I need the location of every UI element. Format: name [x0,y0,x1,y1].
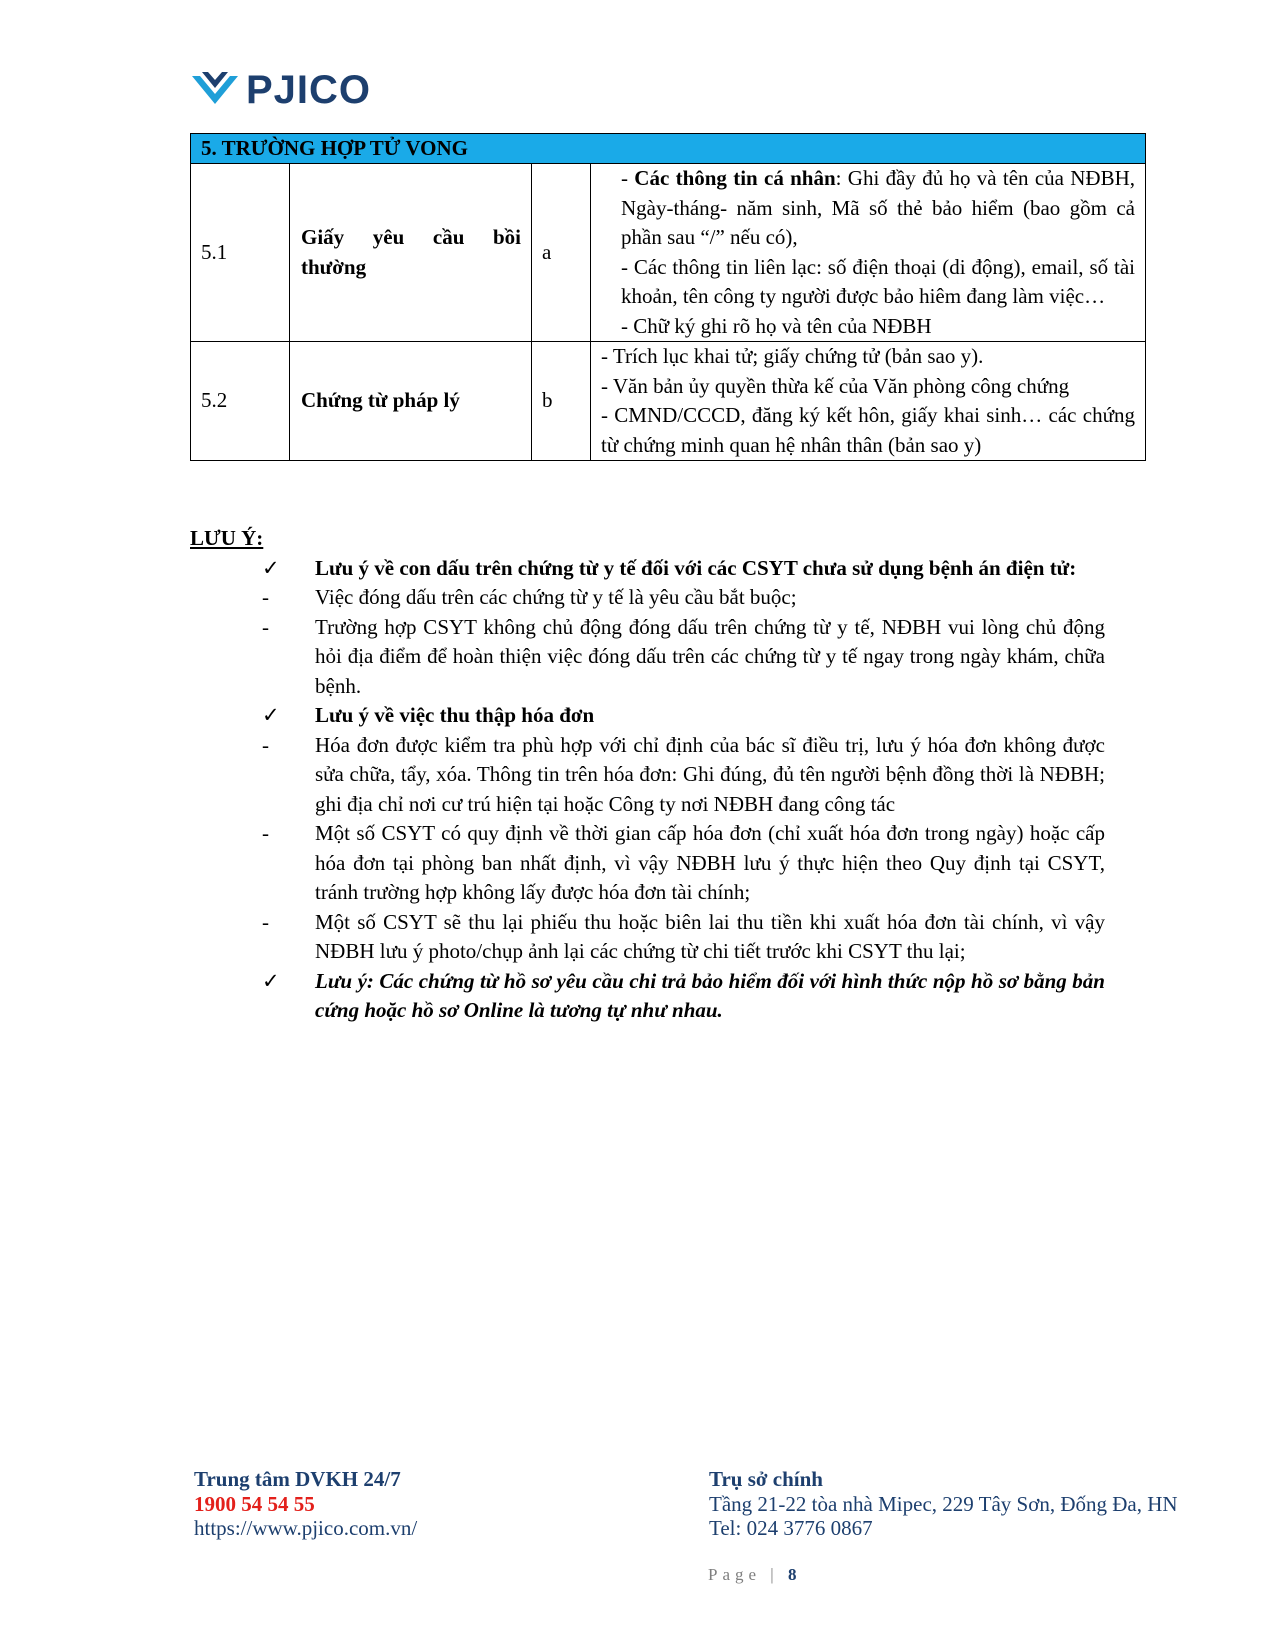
note-text: Lưu ý về con dấu trên chứng từ y tế đối với các CSYT chưa sử dụng bệnh án điện tử: [315,555,1077,580]
death-claim-table [190,133,1146,461]
row-number: 5.1 [191,164,290,342]
requirement-cell [591,164,1146,342]
document-code: a [532,164,591,342]
dash-bullet: - [262,821,269,845]
document-code: b [532,342,591,461]
requirement-cell [591,342,1146,461]
requirement-line: - Văn bản ủy quyền thừa kế của Văn phòng công chứng [601,373,1070,398]
document-name: Giấy yêu cầu bồi thường [290,164,532,342]
pjico-logo [190,66,371,114]
page-number-value: 8 [787,1565,797,1584]
note-item [190,967,1105,1026]
note-item [190,583,1105,613]
note-text: Một số CSYT có quy định về thời gian cấp hóa đơn (chỉ xuất hóa đơn trong ngày) hoặc cấp hóa đơn tại phòng ban nhất định, vì vậy NĐBH lưu ý thực hiện theo Quy định tại CSYT, tránh trường hợp không lấy được hóa đơn tài chính; [315,821,1105,904]
note-text: Lưu ý về việc thu thập hóa đơn [315,703,595,727]
requirement-line: - Chữ ký ghi rõ họ và tên của NĐBH [621,313,932,338]
requirement-line: - CMND/CCCD, đăng ký kết hôn, giấy khai sinh… các chứng từ chứng minh quan hệ nhân thân (bản sao y) [601,403,1135,457]
requirement-text: : Ghi đầy đủ họ và tên của NĐBH, Ngày-tháng- năm sinh, Mã số thẻ bảo hiểm (bao gồm cả phần sau “/” nếu có), [621,166,1136,249]
note-item [190,908,1105,967]
note-item [190,554,1105,584]
dash-bullet: - [262,909,269,934]
footer-address: Tầng 21-22 tòa nhà Mipec, 229 Tây Sơn, Đống Đa, HN [709,1491,1178,1516]
note-item [190,731,1105,820]
table-row [191,164,1146,342]
row-number: 5.2 [191,342,290,461]
footer-hotline[interactable]: 1900 54 54 55 [194,1491,315,1516]
requirement-bold-label: Các thông tin cá nhân [634,166,836,190]
notes-section [190,524,1105,1026]
note-text: Việc đóng dấu trên các chứng từ y tế là yêu cầu bắt buộc; [315,585,797,609]
page-number [708,1565,796,1585]
footer-service-title: Trung tâm DVKH 24/7 [194,1467,401,1491]
footer-customer-service [194,1467,417,1541]
logo-wordmark: PJICO [246,68,372,112]
requirement-line: - Trích lục khai tử; giấy chứng tử (bản sao y). [601,344,984,368]
notes-title: LƯU Ý: [190,526,264,550]
pjico-logo-icon [190,70,240,110]
checkmark-icon: ✓ [262,968,280,993]
dash-bullet: - [262,732,269,757]
note-item [190,819,1105,908]
requirement-line: - Các thông tin liên lạc: số điện thoại (di động), email, số tài khoản, tên công ty người được bảo hiêm đang làm việc… [621,254,1135,308]
note-text: Hóa đơn được kiểm tra phù hợp với chỉ định của bác sĩ điều trị, lưu ý hóa đơn không được sửa chữa, tẩy, xóa. Thông tin trên hóa đơn: Ghi đúng, đủ tên người bệnh đồng thời là NĐBH; ghi địa chỉ nơi cư trú hiện tại hoặc Công ty nơi NĐBH đang công tác [315,732,1105,816]
section-title: 5. TRƯỜNG HỢP TỬ VONG [191,134,1146,164]
note-text: Lưu ý: Các chứng từ hồ sơ yêu cầu chi trả bảo hiểm đối với hình thức nộp hồ sơ bằng bản cứng hoặc hồ sơ Online là tương tự như nhau. [315,968,1105,1022]
footer-tel: Tel: 024 3776 0867 [709,1516,873,1540]
footer-website-link[interactable]: https://www.pjico.com.vn/ [194,1516,418,1540]
dash-bullet: - [262,585,269,609]
note-text: Một số CSYT sẽ thu lại phiếu thu hoặc biên lai thu tiền khi xuất hóa đơn tài chính, vì vậy NĐBH lưu ý photo/chụp ảnh lại các chứng từ chi tiết trước khi CSYT thu lại; [315,909,1105,963]
note-item [190,613,1105,702]
checkmark-icon: ✓ [262,703,280,727]
requirement-line: - Các thông tin cá nhân: Ghi đầy đủ họ và tên của NĐBH, Ngày-tháng- năm sinh, Mã số thẻ bảo hiểm (bao gồm cả phần sau “/” nếu có), [621,166,1136,249]
footer-head-office [709,1467,1178,1541]
table-row [191,342,1146,461]
checkmark-icon: ✓ [262,555,280,580]
note-item [190,701,1105,731]
footer-office-title: Trụ sở chính [709,1467,823,1491]
note-text: Trường hợp CSYT không chủ động đóng dấu trên chứng từ y tế, NĐBH vui lòng chủ động hỏi địa điểm để hoàn thiện việc đóng dấu trên các chứng từ y tế ngay trong ngày khám, chữa bệnh. [315,614,1105,698]
document-name: Chứng từ pháp lý [290,342,532,461]
page-label: Page | [708,1565,779,1584]
table-header-row [191,134,1146,164]
dash-bullet: - [262,614,269,639]
